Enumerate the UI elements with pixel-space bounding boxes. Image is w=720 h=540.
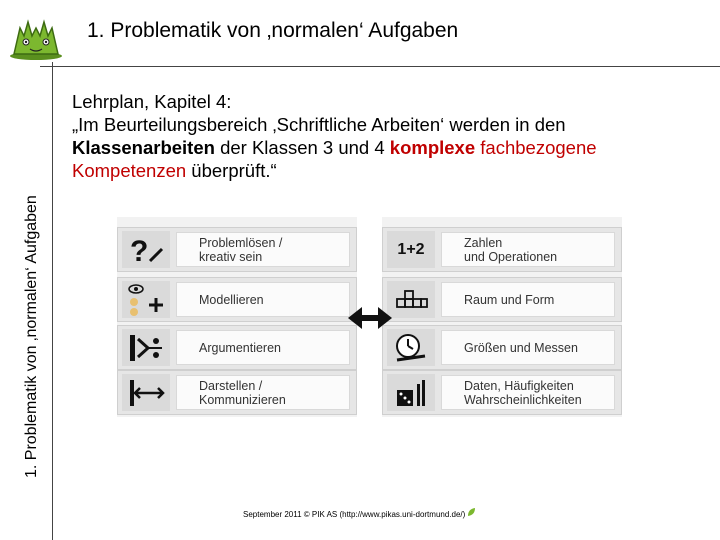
question-icon: [122, 231, 170, 268]
dice-icon: [387, 374, 435, 411]
cubes-icon: [387, 281, 435, 318]
mid-text: der Klassen 3 und 4: [214, 137, 390, 158]
side-divider: [52, 62, 53, 540]
eye-plus-icon: [122, 281, 170, 318]
card-zahlen: [382, 227, 622, 272]
fachbezogene-word: fachbezogene: [475, 137, 597, 158]
card-raum: [382, 277, 622, 322]
label-daten: Daten, Häufigkeiten Wahrscheinlichkeiten: [441, 375, 615, 410]
clock-icon: [387, 329, 435, 366]
arrows-icon: [122, 329, 170, 366]
body-text: [72, 90, 712, 182]
card-darstellen: [117, 370, 357, 415]
end-text: überprüft.“: [186, 160, 277, 181]
quote-start: „Im Beurteilungsbereich ‚Schriftliche Arbeiten‘ werden in den: [72, 114, 566, 135]
card-groessen: [382, 325, 622, 370]
label-darstellen: Darstellen / Kommunizieren: [176, 375, 350, 410]
body-quote: [72, 113, 712, 182]
label-zahlen: Zahlen und Operationen: [441, 232, 615, 267]
kompetenzen-word: Kompetenzen: [72, 160, 187, 181]
komplexe-word: komplexe: [389, 137, 476, 158]
card-argumentieren: [117, 325, 357, 370]
double-arrow-connector: [346, 304, 394, 332]
header-divider: [40, 66, 720, 67]
footer-credit: September 2011 © PIK AS (http://www.pikas.uni-dortmund.de/): [243, 507, 476, 519]
card-problemloesen: [117, 227, 357, 272]
leaf-icon: [467, 507, 476, 517]
label-problemloesen: Problemlösen / kreativ sein: [176, 232, 350, 267]
bold-word: Klassenarbeiten: [72, 137, 215, 158]
label-groessen: Größen und Messen: [441, 330, 615, 365]
svg-text:?: ?: [130, 234, 149, 267]
page-title: 1. Problematik von ‚normalen‘ Aufgaben: [87, 19, 459, 42]
side-title: 1. Problematik von ‚normalen‘ Aufgaben: [23, 195, 40, 478]
card-modellieren: [117, 277, 357, 322]
label-modellieren: Modellieren: [176, 282, 350, 317]
label-argumentieren: Argumentieren: [176, 330, 350, 365]
content-competences: [382, 217, 622, 417]
pikas-logo: [6, 14, 66, 62]
body-line-1: Lehrplan, Kapitel 4:: [72, 91, 232, 112]
process-competences: [117, 217, 357, 417]
card-daten: [382, 370, 622, 415]
double-arrow-icon: [122, 374, 170, 411]
plus-icon: 1+2: [387, 231, 435, 268]
label-raum: Raum und Form: [441, 282, 615, 317]
